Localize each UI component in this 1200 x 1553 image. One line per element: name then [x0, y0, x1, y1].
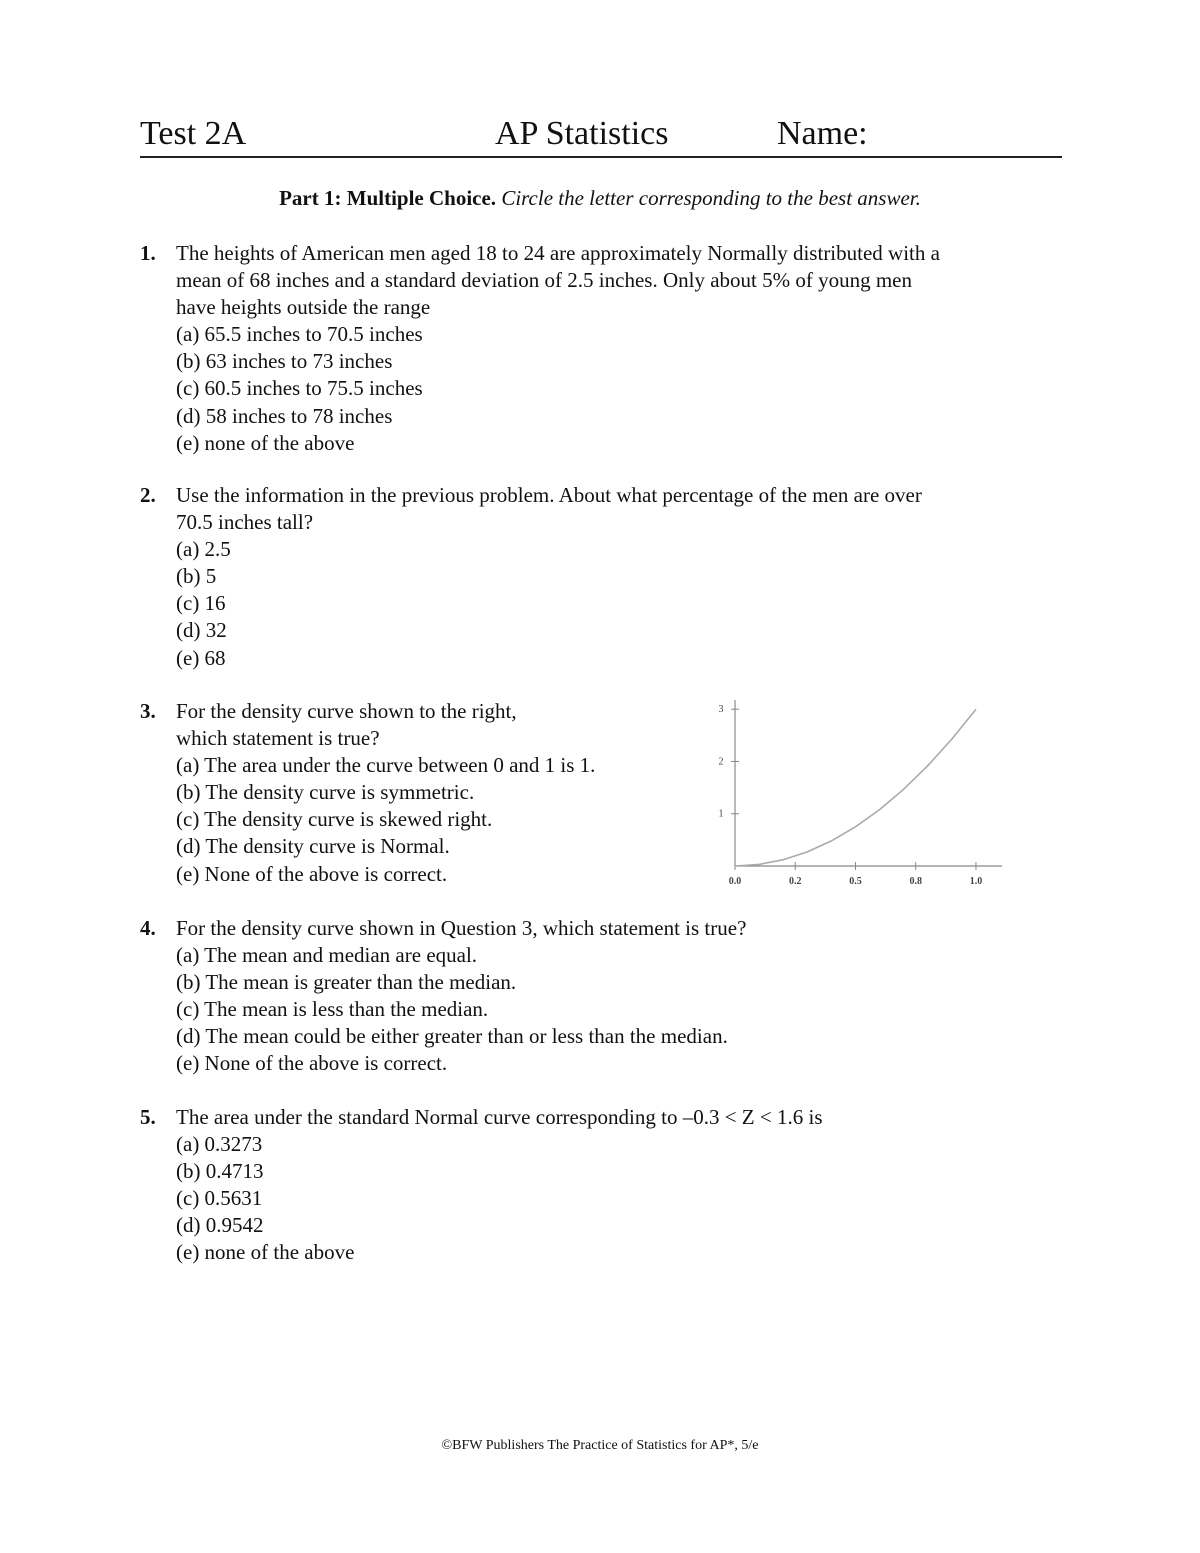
question-number: 1.: [140, 241, 156, 265]
answer-option[interactable]: (a) The mean and median are equal.: [176, 943, 478, 968]
part-1-instruction: Circle the letter corresponding to the best answer.: [501, 186, 921, 210]
x-tick-label: 1.0: [969, 876, 983, 887]
question-3: [140, 698, 595, 888]
answer-option[interactable]: (a) 2.5: [176, 537, 231, 562]
question-number: 2.: [140, 483, 156, 507]
y-tick-label: 2: [718, 756, 724, 768]
answer-option[interactable]: (e) None of the above is correct.: [176, 1051, 448, 1076]
answer-option[interactable]: (c) The density curve is skewed right.: [176, 807, 493, 832]
answer-option[interactable]: (c) 60.5 inches to 75.5 inches: [176, 376, 423, 401]
x-tick-label: 0.5: [849, 876, 862, 887]
density-curve-chart: [700, 690, 1020, 890]
question-text-line: The area under the standard Normal curve corresponding to –0.3 < Z < 1.6 is: [176, 1105, 823, 1129]
answer-option[interactable]: (b) 63 inches to 73 inches: [176, 349, 393, 374]
question-text-line: The heights of American men aged 18 to 24 are approximately Normally distributed with a: [176, 241, 940, 265]
y-tick-label: 3: [718, 704, 724, 716]
x-tick-label: 0.0: [728, 876, 742, 887]
answer-option[interactable]: (d) The mean could be either greater than or less than the median.: [176, 1024, 728, 1049]
answer-option[interactable]: (b) The density curve is symmetric.: [176, 780, 475, 805]
y-tick-label: 1: [718, 808, 724, 820]
answer-option[interactable]: (e) 68: [176, 645, 226, 670]
answer-option[interactable]: (d) 32: [176, 618, 227, 643]
answer-option[interactable]: (a) 65.5 inches to 70.5 inches: [176, 322, 423, 347]
header: [140, 112, 1062, 158]
answer-option[interactable]: (e) none of the above: [176, 1240, 355, 1265]
question-number: 4.: [140, 916, 156, 940]
question-5: [140, 1104, 823, 1267]
x-tick-label: 0.2: [788, 876, 802, 887]
answer-option[interactable]: (b) The mean is greater than the median.: [176, 970, 517, 995]
question-text-line: mean of 68 inches and a standard deviation of 2.5 inches. Only about 5% of young men: [176, 268, 912, 293]
answer-option[interactable]: (b) 5: [176, 564, 217, 589]
x-tick-label: 0.8: [909, 876, 922, 887]
name-label: Name:: [777, 115, 868, 152]
question-text-line: 70.5 inches tall?: [176, 510, 314, 535]
answer-option[interactable]: (c) 16: [176, 591, 226, 616]
footer: ©BFW Publishers The Practice of Statistics for AP*, 5/e: [441, 1438, 759, 1453]
question-number: 5.: [140, 1105, 156, 1129]
answer-option[interactable]: (d) 0.9542: [176, 1213, 264, 1238]
question-1: [140, 240, 940, 457]
question-text-line: which statement is true?: [176, 726, 380, 751]
answer-option[interactable]: (c) 0.5631: [176, 1186, 263, 1211]
part-1-label: Part 1: Multiple Choice.: [279, 186, 497, 210]
answer-option[interactable]: (c) The mean is less than the median.: [176, 997, 489, 1022]
question-text-line: have heights outside the range: [176, 295, 431, 320]
answer-option[interactable]: (d) The density curve is Normal.: [176, 834, 450, 859]
answer-option[interactable]: (d) 58 inches to 78 inches: [176, 403, 393, 428]
answer-option[interactable]: (a) The area under the curve between 0 and 1 is 1.: [176, 753, 596, 778]
answer-option[interactable]: (e) none of the above: [176, 430, 355, 455]
course-title: AP Statistics: [495, 115, 669, 152]
density-curve: [735, 709, 976, 866]
question-4: [140, 915, 746, 1078]
question-text-line: For the density curve shown in Question 3, which statement is true?: [176, 916, 747, 940]
question-text-line: Use the information in the previous problem. About what percentage of the men are over: [176, 483, 922, 507]
test-title: Test 2A: [140, 115, 247, 152]
answer-option[interactable]: (a) 0.3273: [176, 1132, 263, 1157]
part-1-heading: [0, 184, 1200, 212]
question-2: [140, 482, 922, 672]
question-text-line: For the density curve shown to the right,: [176, 699, 517, 723]
question-number: 3.: [140, 699, 156, 723]
answer-option[interactable]: (e) None of the above is correct.: [176, 861, 448, 886]
answer-option[interactable]: (b) 0.4713: [176, 1159, 264, 1184]
